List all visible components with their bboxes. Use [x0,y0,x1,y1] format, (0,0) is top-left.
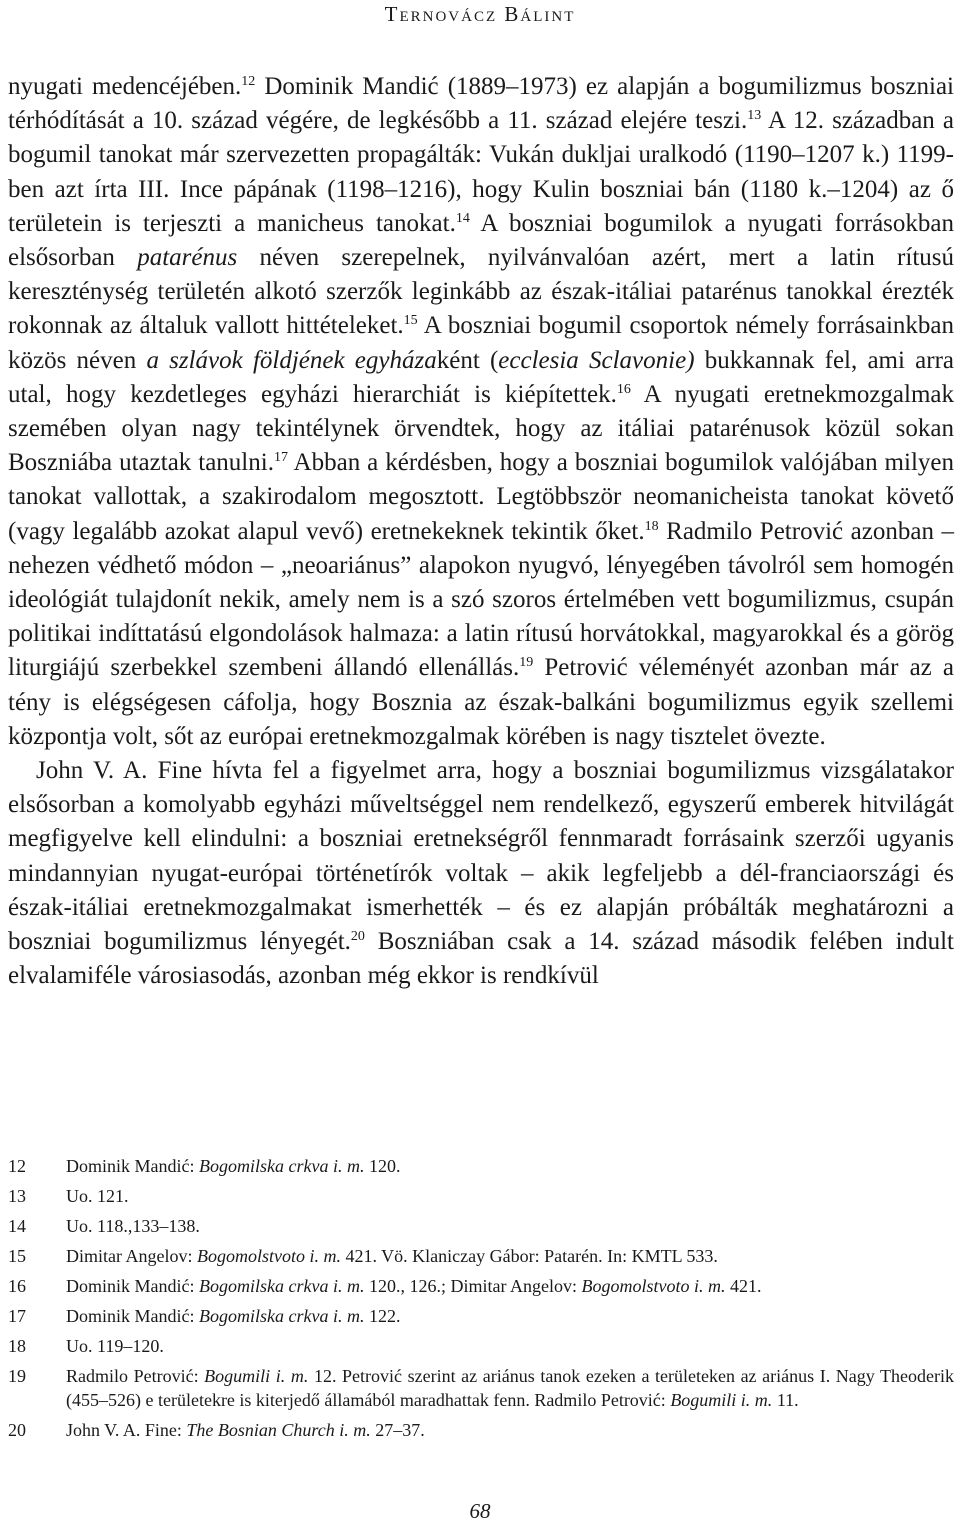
footnote-title: Bogumili i. m. [204,1366,309,1386]
text-run: A boszniai bogumil csoportok némely forrásainkban közös néven [8,312,954,374]
footnote-run: Dominik Mandić: [66,1306,199,1326]
text-run: John V. A. Fine hívta fel a figyelmet arra, hogy a boszniai bogumilizmus vizsgálatakor elsősorban a komolyabb egyházi műveltséggel nem rendelkező, egyszerű emberek hitvilágát megfigyelve kell elindulni: a boszniai eretnekségről fennmaradt forrásaink szerzői ugyanis mindannyian nyugat-európai történetírók voltak – akik legfeljebb a dél-franciaországi és észak-itáliai eretnekmozgalmakat ismerhették – és ez alapján próbálták meghatározni a boszniai bogumilizmus lényegét. [8,757,954,956]
text-run: A 12. században a bogumil tanokat már szervezetten propagálták: Vukán dukljai uralkodó (1190–1207 k.) 1199-ben azt írta III. Ince pápának (1198–1216), hogy Kulin boszniai bán (1180 k.–1204) az ő területein is terjeszti a manicheus tanokat. [8,107,954,237]
footnote-ref-19: 19 [519,655,534,671]
footnote-run: 421. [725,1276,762,1296]
text-run: Abban a kérdésben, hogy a boszniai bogumilok valójában milyen tanokat vallottak, a szakirodalom megosztott. Legtöbbször neomanicheista tanokat követő (vagy legalább azokat alapul vevő) eretnekeknek tekintik őket. [8,449,954,545]
text-run: néven szerepelnek, nyilvánvalóan azért, mert a latin rítusú kereszténység területén alkotó szerzők leginkább az észak-itáliai patarénus tanokkal érezték rokonnak az általuk vallott hittételeket. [8,244,955,340]
text-run: ként ( [436,346,499,374]
paragraph-1 [8,70,954,754]
footnote-text [66,1214,954,1238]
footnote-ref-14: 14 [455,210,470,226]
footnote-number: 19 [8,1366,26,1386]
footnote-run: 11. [772,1390,799,1410]
footnote-item [8,1244,954,1268]
text-run: A boszniai bogumilok a nyugati forrásokban elsősorban [8,209,954,272]
text-run: Radmilo Petrović azonban – nehezen védhető módon – „neoariánus” alapokon nyugvó, lényegében távolról sem homogén ideológiát tulajdonít nekik, amely nem is a szó szoros értelmében vett bogumilizmus, csupán politikai indíttatású elgondolások halmaza: a latin rítusú horvátokkal, magyarokkal és a görög liturgiájú szerbekkel szembeni állandó ellenállás. [8,517,954,682]
footnote-run: 12. Petrović szerint az ariánus tanok ezeken a területeken az ariánus I. Nagy Theoderik (455–526) e területekre is kiterjedő államából maradhattak fenn. Radmilo Petrović: [66,1366,955,1410]
footnote-number: 13 [8,1186,26,1206]
text-run: Boszniában csak a 14. század második felében indult elvalamiféle városiasodás, azonban még ekkor is rendkívül [8,928,954,990]
footnote-ref-20: 20 [350,929,365,945]
footnote-run: 120. [364,1156,401,1176]
footnote-title: Bogomolstvoto i. m. [581,1276,726,1296]
footnote-run: Radmilo Petrović: [66,1366,205,1386]
footnote-ref-13: 13 [747,108,762,124]
footnote-ref-15: 15 [403,313,418,329]
footnote-title: Bogomolstvoto i. m. [196,1246,341,1266]
footnote-title: The Bosnian Church i. m. [186,1420,371,1440]
footnote-item [8,1334,954,1358]
text-run: bukkannak fel, ami arra utal, hogy kezdetleges egyházi hierarchiát is kiépítettek. [8,346,954,408]
footnote-ref-16: 16 [616,381,631,397]
footnote-item [8,1274,954,1298]
footnote-text [66,1304,954,1328]
footnote-text [66,1154,954,1178]
footnote-ref-12: 12 [241,74,256,89]
footnote-run: John V. A. Fine: [66,1420,187,1440]
footnote-run: 122. [364,1306,401,1326]
footnote-item [8,1154,954,1178]
footnote-run: Dimitar Angelov: [66,1246,197,1266]
footnote-ref-18: 18 [644,518,659,534]
footnote-item [8,1184,954,1208]
main-text [8,70,954,993]
footnote-run: Dominik Mandić: [66,1156,199,1176]
text-run: Petrović véleményét azonban már az a tény is elégségesen cáfolja, hogy Bosznia az észak-balkáni bogumilizmus egyik szellemi központja volt, sőt az európai eretnekmozgalmak körében is nagy tisztelet övezte. [8,654,954,750]
footnote-text [66,1184,954,1208]
footnote-text [66,1418,954,1442]
footnote-text [66,1364,954,1412]
italic-term: ecclesia Sclavonie) [498,346,695,374]
footnote-text [66,1334,954,1358]
italic-term: patarénus [137,244,238,272]
footnote-text [66,1244,954,1268]
text-run: nyugati medencéjében. [8,73,242,100]
footnote-item [8,1364,954,1412]
footnote-item [8,1304,954,1328]
footnote-number: 18 [8,1336,26,1356]
footnote-run: Dominik Mandić: [66,1276,199,1296]
running-head: Ternovácz Bálint [384,2,576,26]
page-number: 68 [469,1499,491,1523]
text-run: Dominik Mandić (1889–1973) ez alapján a bogumilizmus boszniai térhódítását a 10. század végére, de legkésőbb a 11. század elejére teszi. [8,73,954,135]
footnote-title: Bogumili i. m. [670,1390,773,1410]
footnote-number: 15 [8,1246,26,1266]
footnote-ref-17: 17 [273,450,288,466]
footnote-title: Bogomilska crkva i. m. [199,1276,365,1296]
footnote-run: Uo. 121. [66,1186,129,1206]
text-run: A nyugati eretnekmozgalmak szemében olyan nagy tekintélynek örvendtek, hogy az itáliai patarénusok közül sokan Boszniába utaztak tanulni. [8,380,955,477]
paragraph-2 [8,754,954,993]
footnote-title: Bogomilska crkva i. m. [199,1306,365,1326]
footnote-number: 12 [8,1156,26,1176]
footnote-text [66,1274,954,1298]
footnote-title: Bogomilska crkva i. m. [199,1156,365,1176]
footnote-number: 16 [8,1276,26,1296]
footnote-item [8,1214,954,1238]
footnote-run: 27–37. [370,1420,425,1440]
footnotes [8,1154,954,1448]
footnote-number: 14 [8,1216,26,1236]
footnote-item [8,1418,954,1442]
footnote-run: 120., 126.; Dimitar Angelov: [364,1276,582,1296]
footnote-number: 17 [8,1306,26,1326]
italic-term: a szlávok földjének egyháza [146,346,437,374]
footnote-run: Uo. 118.,133–138. [66,1216,200,1236]
footnote-number: 20 [8,1420,26,1440]
footnote-run: 421. Vö. Klaniczay Gábor: Patarén. In: KMTL 533. [340,1246,718,1266]
footnote-run: Uo. 119–120. [66,1336,164,1356]
